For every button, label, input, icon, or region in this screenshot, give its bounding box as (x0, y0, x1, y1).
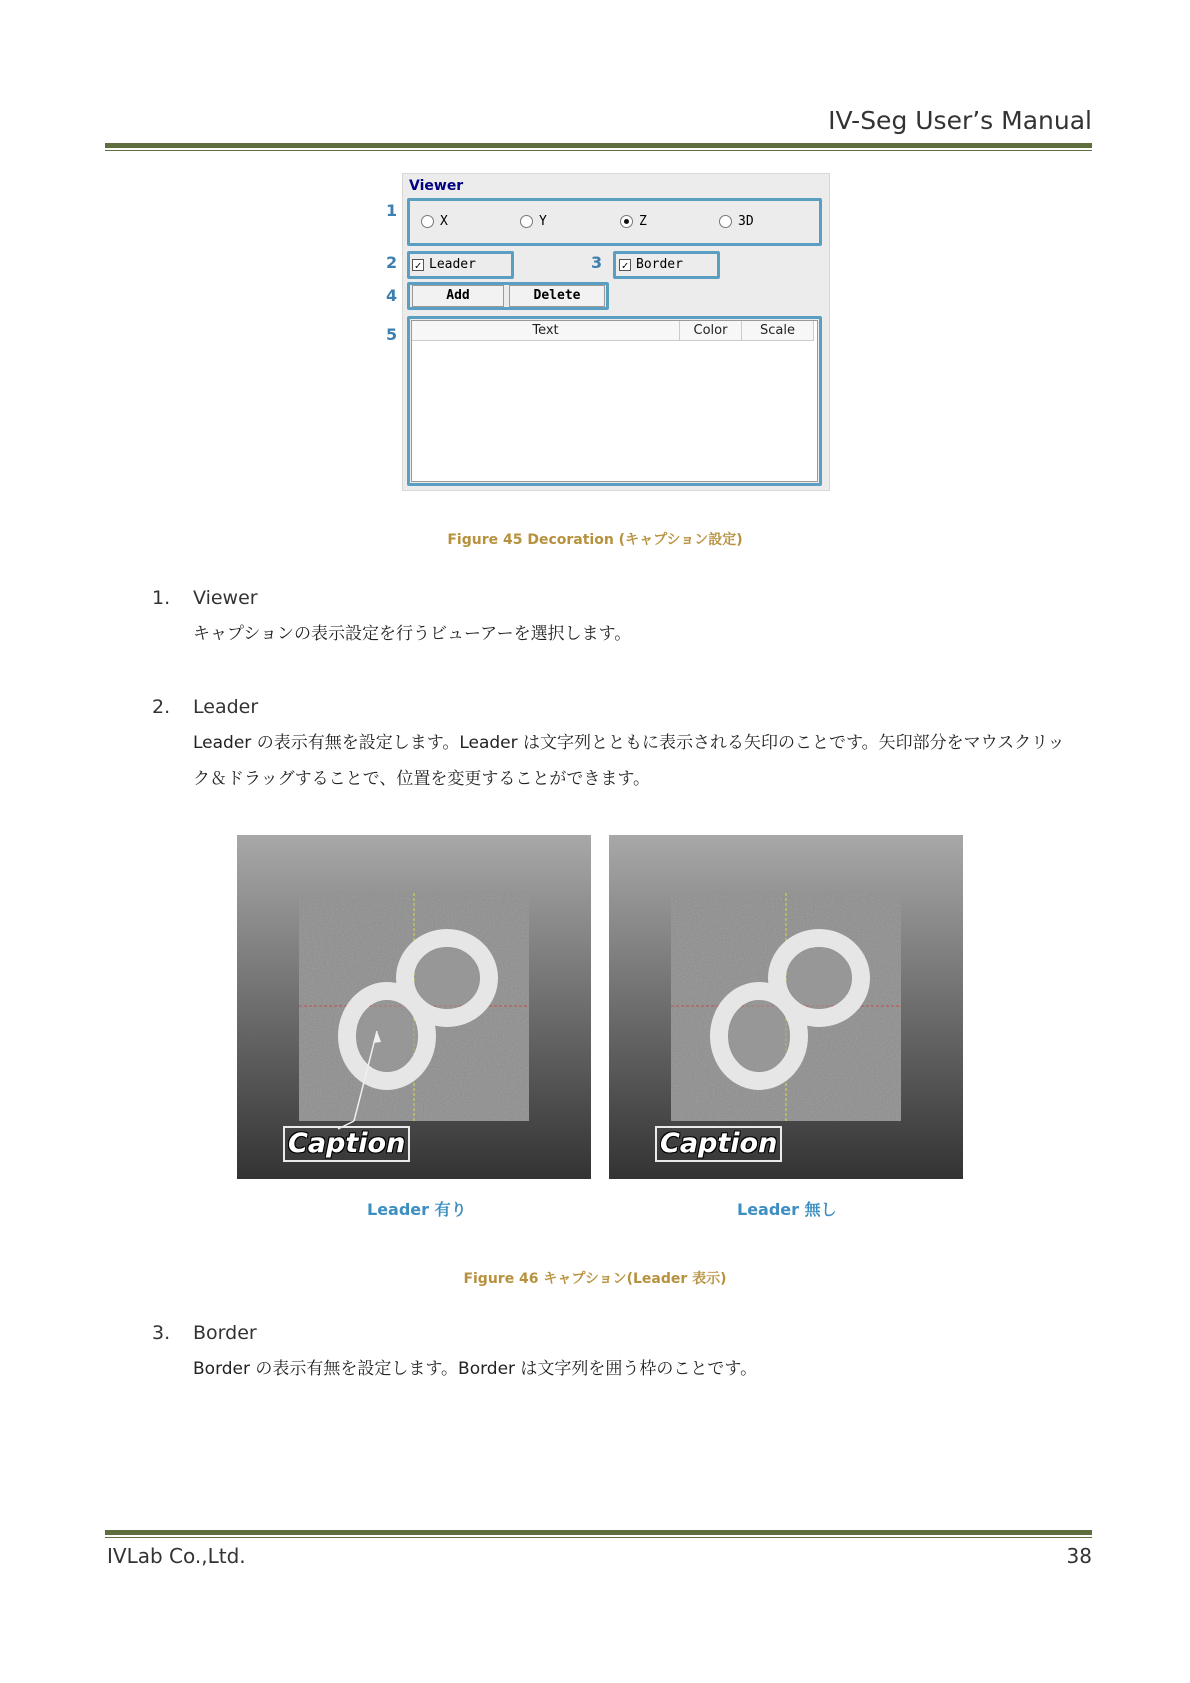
item-2-body-line1: Leader の表示有無を設定します。Leader は文字列とともに表示される矢印のことです。矢印部分をマウスクリッ (193, 733, 1065, 753)
callout-1: 1 (386, 201, 398, 220)
radio-circle-icon (520, 215, 533, 228)
item-2-body-line2: ク＆ドラッグすることで、位置を変更することができます。 (193, 769, 650, 789)
leader-checkbox[interactable] (412, 257, 476, 272)
item-2-title: Leader (193, 696, 259, 718)
column-header-color[interactable]: Color (680, 321, 742, 341)
column-header-scale[interactable]: Scale (742, 321, 814, 341)
radio-selected-icon (620, 215, 633, 228)
radio-z-label: Z (639, 214, 647, 229)
radio-circle-icon (719, 215, 732, 228)
footer-rule (105, 1530, 1092, 1535)
ct-image-without-leader (609, 835, 963, 1179)
radio-x[interactable] (421, 214, 448, 229)
item-1-body: キャプションの表示設定を行うビューアーを選択します。 (193, 624, 632, 644)
figure-46-caption: Figure 46 キャプション(Leader 表示) (463, 1271, 727, 1287)
radio-x-label: X (440, 214, 448, 229)
column-header-text[interactable]: Text (412, 321, 680, 341)
callout-2: 2 (386, 253, 398, 272)
caption-text-with-border: Caption (655, 1126, 782, 1162)
radio-y-label: Y (539, 214, 547, 229)
item-1-title: Viewer (193, 587, 258, 609)
footer-company: IVLab Co.,Ltd. (107, 1544, 246, 1568)
check-icon: ✓ (619, 259, 631, 271)
caption-text-with-border: Caption (283, 1126, 410, 1162)
caption-table[interactable] (411, 320, 818, 482)
border-checkbox[interactable] (619, 257, 683, 272)
radio-y[interactable] (520, 214, 547, 229)
leader-checkbox-label: Leader (429, 257, 476, 272)
page-number: 38 (1066, 1544, 1092, 1568)
radio-z[interactable] (620, 214, 647, 229)
header-rule-thin (105, 150, 1092, 151)
callout-5: 5 (386, 325, 398, 344)
add-button[interactable]: Add (412, 285, 504, 307)
viewer-panel-screenshot (402, 173, 830, 491)
check-icon: ✓ (412, 259, 424, 271)
highlight-viewer-radios (407, 198, 822, 246)
radio-3d-label: 3D (738, 214, 754, 229)
footer-rule-thin (105, 1537, 1092, 1538)
figure-45-caption: Figure 45 Decoration (キャプション設定) (447, 532, 743, 548)
callout-4: 4 (386, 286, 398, 305)
viewer-title: Viewer (409, 178, 464, 194)
border-checkbox-label: Border (636, 257, 683, 272)
item-3-number: 3. (152, 1322, 171, 1344)
radio-circle-icon (421, 215, 434, 228)
item-3-body: Border の表示有無を設定します。Border は文字列を囲う枠のことです。 (193, 1359, 758, 1379)
item-3-title: Border (193, 1322, 257, 1344)
ct-label-without-leader: Leader 無し (737, 1200, 837, 1219)
item-2-number: 2. (152, 696, 171, 718)
delete-button[interactable]: Delete (509, 285, 605, 307)
ct-label-with-leader: Leader 有り (367, 1200, 467, 1219)
ct-scan-slice (671, 893, 901, 1121)
ct-image-with-leader (237, 835, 591, 1179)
callout-3: 3 (591, 253, 603, 272)
header-title: IV-Seg User’s Manual (828, 106, 1092, 135)
item-1-number: 1. (152, 587, 171, 609)
header-rule (105, 143, 1092, 148)
radio-3d[interactable] (719, 214, 754, 229)
